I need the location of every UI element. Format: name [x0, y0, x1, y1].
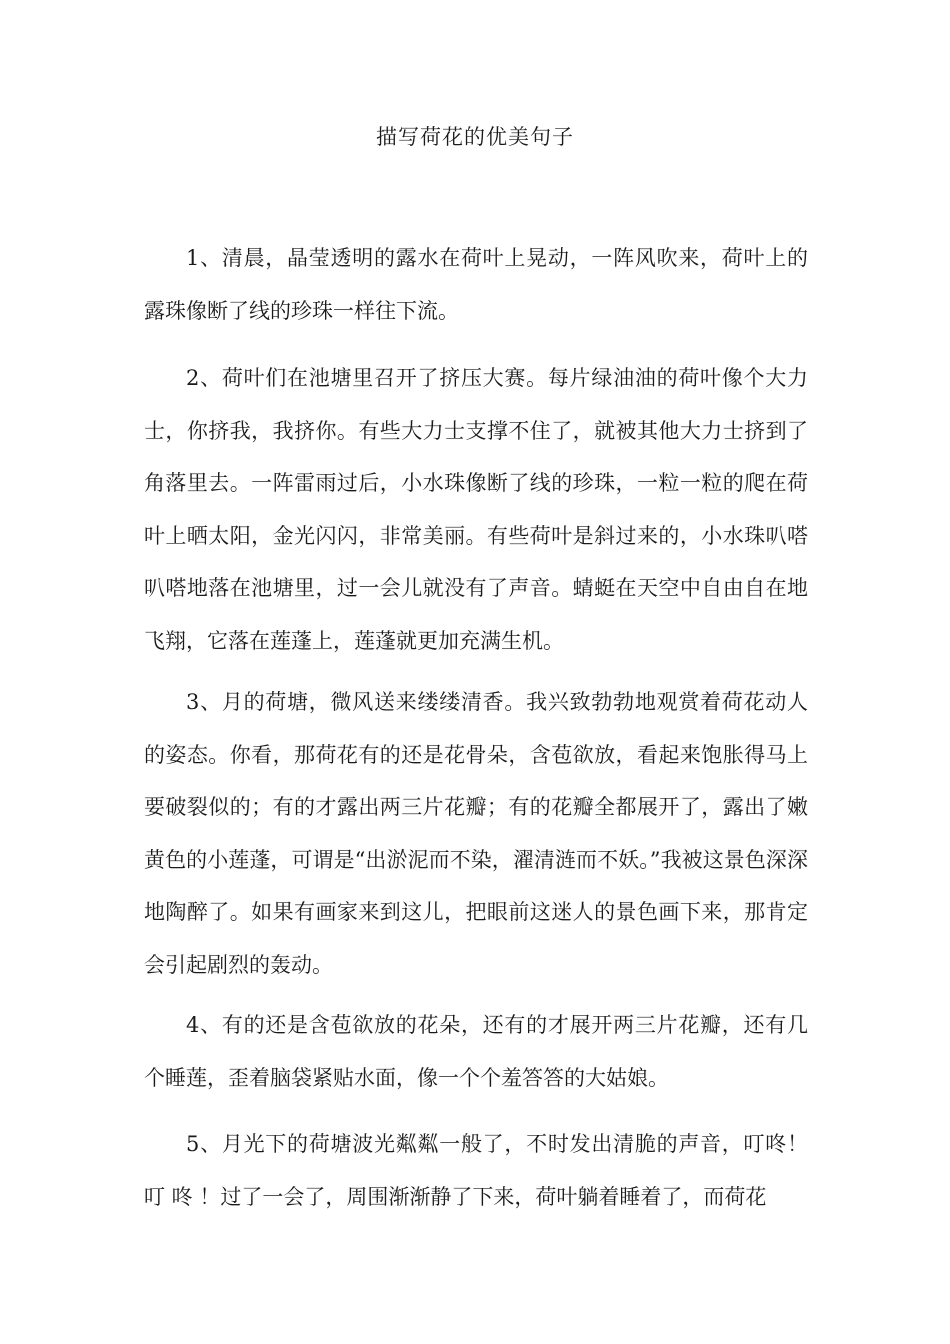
paragraph-2: 2、荷叶们在池塘里召开了挤压大赛。每片绿油油的荷叶像个大力士，你挤我，我挤你。有些大力士支撑不住了，就被其他大力士挤到了角落里去。一阵雷雨过后，小水珠像断了线的珍珠，一粒一粒的爬在荷叶上晒太阳，金光闪闪，非常美丽。有些荷叶是斜过来的，小水珠叭嗒叭嗒地落在池塘里，过一会儿就没有了声音。蜻蜓在天空中自由自在地飞翔，它落在莲蓬上，莲蓬就更加充满生机。 [144, 366, 808, 653]
paragraph-4: 4、有的还是含苞欲放的花朵，还有的才展开两三片花瓣，还有几个睡莲，歪着脑袋紧贴水面，像一个个羞答答的大姑娘。 [144, 1013, 808, 1090]
paragraph-5: 5、月光下的荷塘波光粼粼一般了，不时发出清脆的声音，叮咚！叮 咚 ！过了一会了，周围渐渐静了下来，荷叶躺着睡着了，而荷花 [144, 1132, 808, 1209]
document-title: 描写荷花的优美句子 [376, 125, 574, 149]
paragraph-3: 3、月的荷塘，微风送来缕缕清香。我兴致勃勃地观赏着荷花动人的姿态。你看，那荷花有的还是花骨朵，含苞欲放，看起来饱胀得马上要破裂似的；有的才露出两三片花瓣；有的花瓣全都展开了，露出了嫩黄色的小莲蓬，可谓是“出淤泥而不染，濯清涟而不妖。”我被这景色深深地陶醉了。如果有画家来到这儿，把眼前这迷人的景色画下来，那肯定会引起剧烈的轰动。 [144, 690, 808, 977]
paragraph-1: 1、清晨，晶莹透明的露水在荷叶上晃动，一阵风吹来，荷叶上的露珠像断了线的珍珠一样往下流。 [144, 246, 808, 323]
